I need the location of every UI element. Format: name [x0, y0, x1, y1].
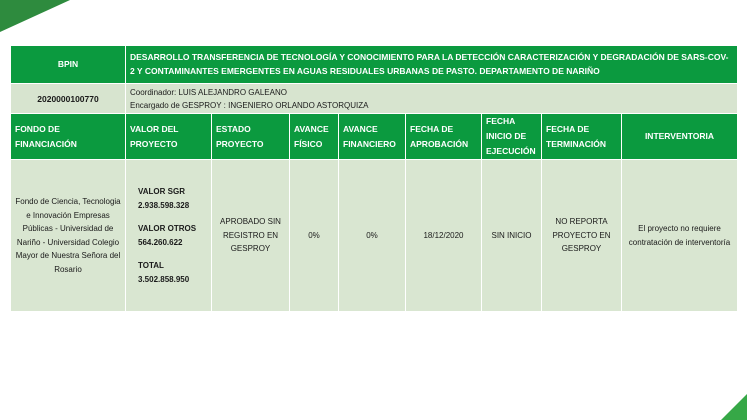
col-avance-financiero: AVANCE FINANCIERO	[339, 114, 406, 160]
cell-fecha-aprobacion: 18/12/2020	[406, 160, 482, 312]
valor-total	[130, 259, 207, 286]
valor-sgr-label: VALOR SGR	[138, 187, 185, 196]
bpin-label: BPIN	[11, 46, 126, 84]
col-interventoria: INTERVENTORIA	[622, 114, 738, 160]
col-avance-fisico: AVANCE FÍSICO	[290, 114, 339, 160]
cell-interventoria: El proyecto no requiere contratación de interventoría	[622, 160, 738, 312]
valor-sgr-value: 2.938.598.328	[138, 200, 190, 210]
cell-valor	[126, 160, 212, 312]
cell-fecha-terminacion: NO REPORTA PROYECTO EN GESPROY	[542, 160, 622, 312]
col-estado: ESTADO PROYECTO	[212, 114, 290, 160]
col-fecha-inicio: FECHA INICIO DE EJECUCIÓN	[482, 114, 542, 160]
cell-estado: APROBADO SIN REGISTRO EN GESPROY	[212, 160, 290, 312]
gesproy-manager: Encargado de GESPROY : INGENIERO ORLANDO ASTORQUIZA	[130, 100, 369, 110]
col-fecha-terminacion: FECHA DE TERMINACIÓN	[542, 114, 622, 160]
valor-otros-value: 564.260.622	[138, 237, 183, 247]
bpin-value: 2020000100770	[11, 84, 126, 114]
cell-avance-financiero: 0%	[339, 160, 406, 312]
col-fondo: FONDO DE FINANCIACIÓN	[11, 114, 126, 160]
project-people	[126, 84, 738, 114]
corner-decoration-bottom	[721, 394, 747, 420]
cell-fecha-inicio: SIN INICIO	[482, 160, 542, 312]
project-title: DESARROLLO TRANSFERENCIA DE TECNOLOGÍA Y CONOCIMIENTO PARA LA DETECCIÓN CARACTERIZACIÓN Y DEGRADACIÓN DE SARS-COV-2 Y CONTAMINANTES EMERGENTES EN AGUAS RESIDUALES URBANAS DE PASTO. DEPARTAMENTO DE NARIÑO	[126, 46, 738, 84]
cell-avance-fisico: 0%	[290, 160, 339, 312]
valor-otros	[130, 222, 207, 249]
col-valor: VALOR DEL PROYECTO	[126, 114, 212, 160]
coordinator: Coordinador: LUIS ALEJANDRO GALEANO	[130, 87, 287, 97]
valor-otros-label: VALOR OTROS	[138, 224, 197, 233]
table-row	[11, 160, 738, 312]
cell-fondo: Fondo de Ciencia, Tecnologia e Innovación Empresas Públicas - Universidad de Nariño - Universidad Colegio Mayor de Nuestra Señora del Rosario	[11, 160, 126, 312]
valor-sgr	[130, 185, 207, 212]
total-value: 3.502.858.950	[138, 274, 190, 284]
corner-decoration	[0, 0, 70, 32]
col-fecha-aprobacion: FECHA DE APROBACIÓN	[406, 114, 482, 160]
project-table	[10, 45, 738, 312]
total-label: TOTAL	[138, 261, 164, 270]
